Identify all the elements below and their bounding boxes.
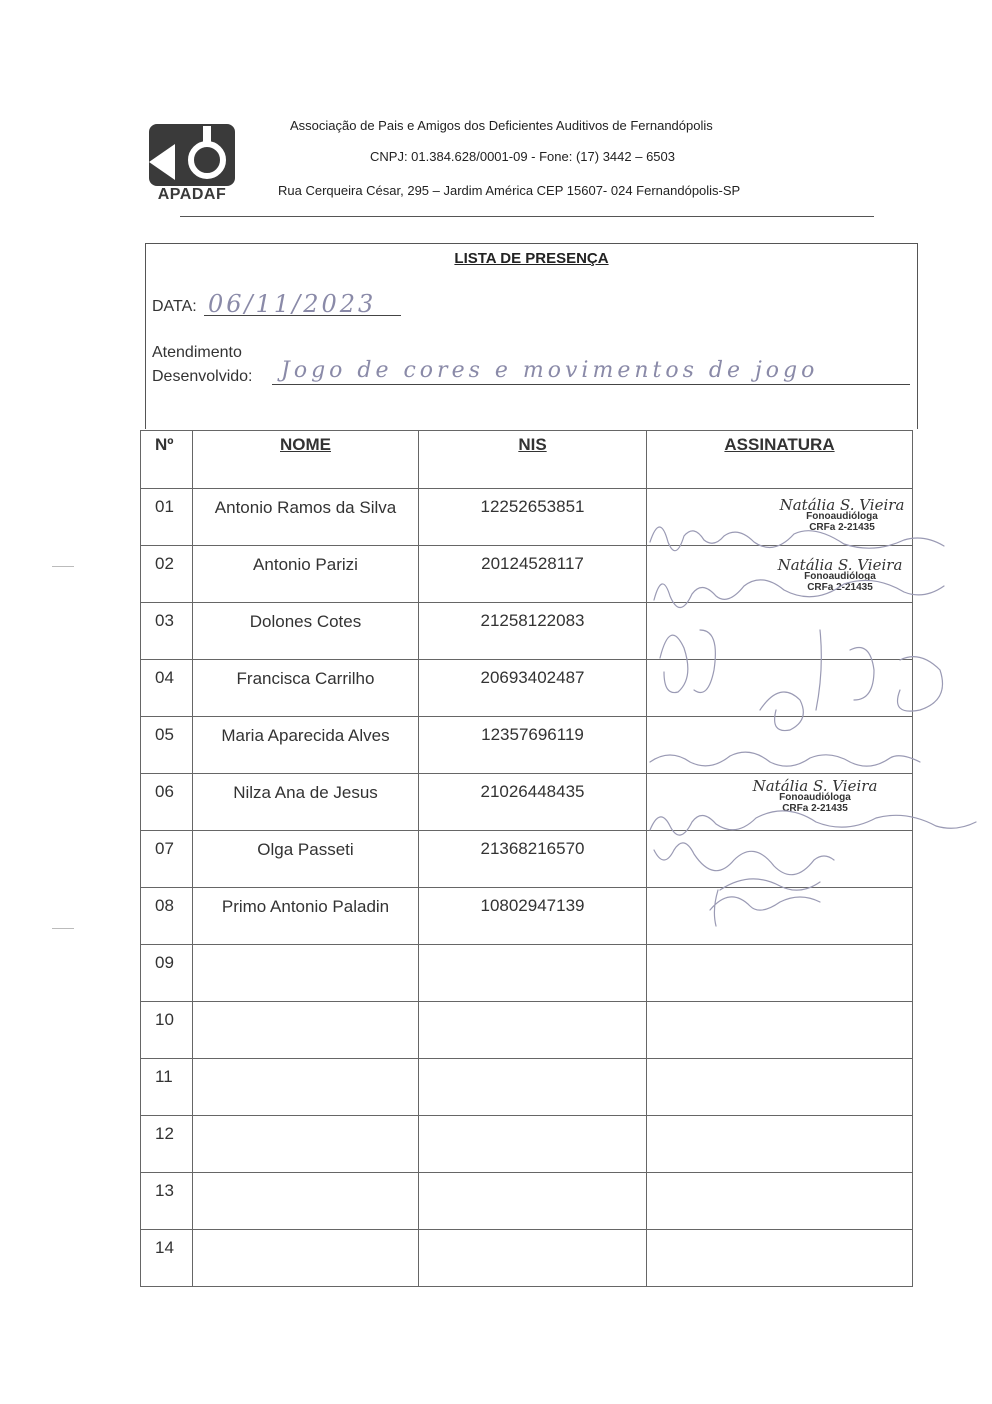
stamp-reg: CRFa 2-21435	[809, 522, 875, 533]
margin-mark	[52, 566, 74, 567]
row-nis: 21368216570	[419, 831, 647, 888]
row-number: 11	[141, 1059, 193, 1116]
row-signature	[647, 1002, 913, 1059]
col-header-assinatura: ASSINATURA	[647, 431, 913, 489]
row-name	[193, 1230, 419, 1287]
date-handwritten: 06/11/2023	[208, 290, 377, 318]
stamp-name: Natália S. Vieira	[777, 556, 903, 574]
signature-row-02	[654, 580, 944, 608]
margin-mark	[52, 928, 74, 929]
table-row	[141, 1059, 913, 1116]
row-number: 10	[141, 1002, 193, 1059]
col-header-no: Nº	[141, 431, 193, 489]
row-name: Antonio Ramos da Silva	[193, 489, 419, 546]
row-name	[193, 1059, 419, 1116]
logo-text: APADAF	[157, 186, 227, 203]
row-nis	[419, 1059, 647, 1116]
stamp-name: Natália S. Vieira	[779, 496, 905, 514]
form-title: LISTA DE PRESENÇA	[454, 250, 609, 267]
row-name	[193, 1173, 419, 1230]
logo	[147, 122, 237, 204]
row-number: 02	[141, 546, 193, 603]
row-number: 05	[141, 717, 193, 774]
row-nis: 10802947139	[419, 888, 647, 945]
row-number: 04	[141, 660, 193, 717]
row-name	[193, 1002, 419, 1059]
row-number: 07	[141, 831, 193, 888]
row-name: Maria Aparecida Alves	[193, 717, 419, 774]
header-divider	[180, 216, 874, 217]
row-nis: 20124528117	[419, 546, 647, 603]
row-number: 09	[141, 945, 193, 1002]
row-name	[193, 945, 419, 1002]
row-name: Nilza Ana de Jesus	[193, 774, 419, 831]
row-name: Primo Antonio Paladin	[193, 888, 419, 945]
atendimento-label: Atendimento	[152, 344, 242, 361]
signature-row-07	[654, 843, 834, 890]
row-nis	[419, 945, 647, 1002]
table-row	[141, 1230, 913, 1287]
signature-row-01	[650, 527, 944, 551]
signature-row-05	[650, 752, 920, 766]
row-number: 08	[141, 888, 193, 945]
signature-scribbles	[640, 490, 992, 930]
row-nis: 21026448435	[419, 774, 647, 831]
row-number: 01	[141, 489, 193, 546]
row-signature	[647, 1173, 913, 1230]
col-header-nis: NIS	[419, 431, 647, 489]
atendimento-handwritten: Jogo de cores e movimentos de jogo	[281, 358, 819, 383]
stamp-role: Fonoaudióloga	[806, 511, 878, 522]
row-nis	[419, 1116, 647, 1173]
form-header-box	[145, 243, 918, 429]
desenvolvido-label: Desenvolvido:	[152, 368, 253, 385]
table-row	[141, 1173, 913, 1230]
row-nis: 12357696119	[419, 717, 647, 774]
table-header-row	[141, 431, 913, 489]
date-label: DATA:	[152, 298, 197, 315]
row-name	[193, 1116, 419, 1173]
row-number: 13	[141, 1173, 193, 1230]
col-header-nome: NOME	[193, 431, 419, 489]
table-row	[141, 1116, 913, 1173]
signature-row-03	[660, 630, 715, 693]
row-nis: 12252653851	[419, 489, 647, 546]
row-signature	[647, 1059, 913, 1116]
row-name: Francisca Carrilho	[193, 660, 419, 717]
stamp-name: Natália S. Vieira	[752, 777, 878, 795]
table-row	[141, 1002, 913, 1059]
atendimento-underline	[272, 384, 910, 385]
row-signature	[647, 945, 913, 1002]
row-signature	[647, 1230, 913, 1287]
row-nis: 21258122083	[419, 603, 647, 660]
row-nis: 20693402487	[419, 660, 647, 717]
signature-row-04	[760, 630, 943, 731]
row-name: Dolones Cotes	[193, 603, 419, 660]
signature-row-08	[710, 890, 820, 926]
org-name: Associação de Pais e Amigos dos Deficientes Auditivos de Fernandópolis	[290, 118, 713, 133]
stamp-role: Fonoaudióloga	[779, 792, 851, 803]
table-row	[141, 945, 913, 1002]
address-line: Rua Cerqueira César, 295 – Jardim América CEP 15607- 024 Fernandópolis-SP	[278, 183, 741, 198]
stamp-reg: CRFa 2-21435	[782, 803, 848, 814]
row-nis	[419, 1230, 647, 1287]
row-number: 12	[141, 1116, 193, 1173]
cnpj-line: CNPJ: 01.384.628/0001-09 - Fone: (17) 3442 – 6503	[370, 149, 675, 164]
row-number: 14	[141, 1230, 193, 1287]
row-name: Olga Passeti	[193, 831, 419, 888]
stamp-role: Fonoaudióloga	[804, 571, 876, 582]
stamp-reg: CRFa 2-21435	[807, 582, 873, 593]
row-nis	[419, 1002, 647, 1059]
signature-row-06	[650, 811, 976, 835]
row-number: 06	[141, 774, 193, 831]
row-signature	[647, 1116, 913, 1173]
row-name: Antonio Parizi	[193, 546, 419, 603]
row-nis	[419, 1173, 647, 1230]
row-number: 03	[141, 603, 193, 660]
